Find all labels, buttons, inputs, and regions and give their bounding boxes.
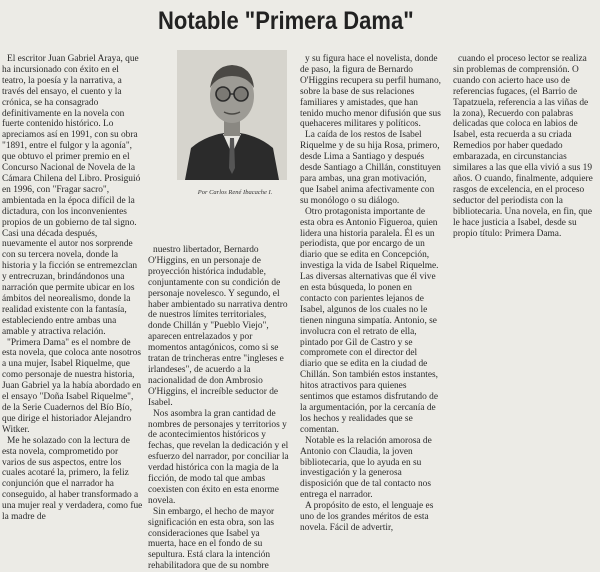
paragraph: y su figura hace el novelista, donde de paso, la figura de Bernardo O'Higgins recupera su perfil humano, sobre la base de sus relaciones familiares y amistades, que han tenido mucho menor difusión que sus quehaceres militares y políticos. <box>300 54 441 130</box>
photo-caption: Por Carlos René Ibacache I. <box>197 189 273 196</box>
column-1 <box>2 54 143 523</box>
paragraph: El escritor Juan Gabriel Araya, que ha incursionado con éxito en el teatro, la poesía y la narrativa, a través del ensayo, el cuento y la crónica, se ha consagrado definitivamente en la novela con fuerte contenido histórico. Lo apreciamos así en 1991, con su obra "1891, entre el fulgor y la agonía", que obtuvo el primer premio en el Concurso Nacional de Novela de la Cámara Chilena del Libro. Prosiguió en 1996, con "Fragar sacro", ambientada en la época difícil de la dictadura, con los inconvenientes propios de un gobierno de tal signo. Casi una década después, nuevamente el autor nos sorprende con su tercera novela, donde la historia y la ficción se entremezclan y entrecruzan, brindándonos una narración que permite ubicar en los ámbitos del neorealismo, donde la realidad existente con la fantasía, estableciendo entre ambas una amable y atractiva relación. <box>2 54 141 337</box>
paragraph: cuando el proceso lector se realiza sin problemas de comprensión. O cuando con acierto hace uso de referencias fugaces, (el Barrio de Tapatzuela, referencia a las viñas de la zona), Recuerdo con palabras delicadas que coloca en labios de Isabel, esta recuerda a su criada Remedios por haber quedado embarazada, en circunstancias similares a las que ella vivió a sus 19 años. O cuando, finalmente, adquiere rasgos de excelencia, en el proceso seductor del periodista con la bibliotecaria. Una novela, en fin, que le hace justicia a Isabel, desde su propio título: Primera Dama. <box>453 54 593 239</box>
column-3 <box>300 54 441 534</box>
article-title: Notable "Primera Dama" <box>158 7 414 35</box>
paragraph: La caída de los restos de Isabel Riquelme y de su hija Rosa, primero, desde Lima a Santiago y después desde Santiago a Chillán, constituyen para ambas, una gran motivación, que Isabel anima afectivamente con su monólogo o su diálogo. <box>300 130 441 206</box>
column-4 <box>453 54 596 239</box>
paragraph: Sin embargo, el hecho de mayor significación en esta obra, son las consideraciones que Isabel ya muerta, hace en el fondo de su sepultura. Está clara la intención rehabilitadora que de su nombre <box>148 506 275 572</box>
paragraph: nuestro libertador, Bernardo O'Higgins, en un personaje de proyección histórica indudable, conjuntamente con su condición de personaje novelesco. Y segundo, el haber ambientado su narrativa dentro de nuestros límites territoriales, donde Chillán y "Pueblo Viejo", aparecen entrelazados y por momentos antagónicos, como si se tratan de trincheras entre "ingleses e irlandeses", de acuerdo a la nacionalidad de don Ambrosio O'Higgins, el increíble seductor de Isabel. <box>148 245 288 408</box>
column-2 <box>148 245 289 572</box>
author-photo <box>177 50 287 180</box>
portrait-image <box>177 50 287 180</box>
paragraph: A propósito de esto, el lenguaje es uno de los grandes méritos de esta novela. Fácil de advertir, <box>300 501 434 533</box>
paragraph: Notable es la relación amorosa de Antonio con Claudia, la joven bibliotecaria, que lo ayuda en su investigación y la generosa disposición que de tal contacto nos entrega el narrador. <box>300 435 432 501</box>
paragraph: Me he solazado con la lectura de esta novela, comprometido por varios de sus aspectos, entre los cuales acotaré la, primero, la feliz conjunción que el narrador ha conseguido, al haber transformado a una mujer real y verdadera, como fue la madre de <box>2 435 143 523</box>
paragraph: Nos asombra la gran cantidad de nombres de personajes y territorios y de acontecimientos históricos y fechas, que revelan la dedicación y el esfuerzo del narrador, por conciliar la verdad histórica con la magia de la ficción, de modo tal que ambas coexisten con éxito en esta enorme novela. <box>148 408 289 506</box>
paragraph: "Primera Dama" es el nombre de esta novela, que coloca ante nosotros a una mujer, Isabel Riquelme, que como personaje de nuestra historia, Juan Gabriel ya la había abordado en el ensayo "Doña Isabel Riquelme", de la Serie Cuadernos del Bío Bío, que dirige el historiador Alejandro Witker. <box>2 337 142 435</box>
paragraph: Otro protagonista importante de esta obra es Antonio Figueroa, quien lidera una historia paralela. Él es un periodista, que por encargo de un diario que se edita en Concepción, investiga la vida de Isabel Riquelme. Las diversas alternativas que él vive en esta búsqueda, lo ponen en contacto con parientes lejanos de Isabel, algunos de los cuales no le tienen ninguna simpatía. Antonio, se involucra con el retrato de ella, pintado por Gil de Castro y se compromete con el director del diario que se edita en la ciudad de Chillán. Son también estos instantes, hitos atractivos para quienes sentimos que estamos disfrutando de la argumentación, por la cercanía de los hechos y realidades que se comentan. <box>300 206 439 435</box>
